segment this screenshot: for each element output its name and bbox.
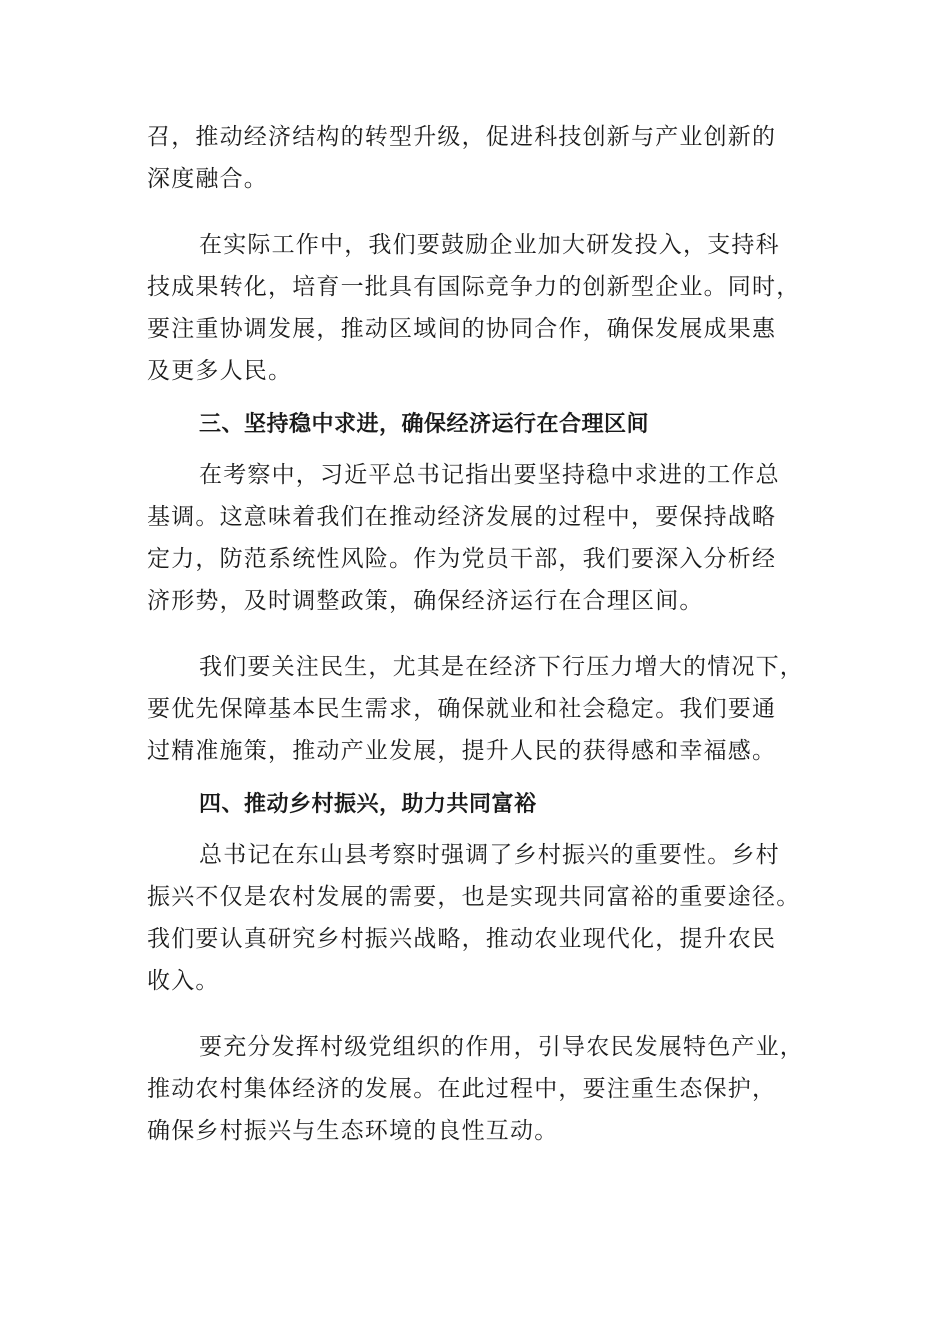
text-line: 总书记在东山县考察时强调了乡村振兴的重要性。乡村 <box>199 842 780 868</box>
text-line: 基调。这意味着我们在推动经济发展的过程中，要保持战略 <box>147 504 777 530</box>
text-line: 我们要关注民生，尤其是在经济下行压力增大的情况下， <box>199 654 804 680</box>
text-line: 确保乡村振兴与生态环境的良性互动。 <box>147 1118 559 1144</box>
section-heading: 四、推动乡村振兴，助力共同富裕 <box>199 792 537 817</box>
text-line: 要充分发挥村级党组织的作用，引导农民发展特色产业， <box>199 1034 804 1060</box>
text-line: 要注重协调发展，推动区域间的协同合作，确保发展成果惠 <box>147 316 777 342</box>
text-line: 及更多人民。 <box>147 358 293 384</box>
text-line: 在考察中，习近平总书记指出要坚持稳中求进的工作总 <box>199 462 780 488</box>
section-heading: 三、坚持稳中求进，确保经济运行在合理区间 <box>199 412 650 437</box>
text-line: 技成果转化，培育一批具有国际竞争力的创新型企业。同时， <box>147 274 801 300</box>
text-line: 振兴不仅是农村发展的需要，也是实现共同富裕的重要途径。 <box>147 884 801 910</box>
text-line: 过精准施策，推动产业发展，提升人民的获得感和幸福感。 <box>147 738 777 764</box>
text-line: 在实际工作中，我们要鼓励企业加大研发投入，支持科 <box>199 232 780 258</box>
text-line: 收入。 <box>147 968 220 994</box>
text-line: 深度融合。 <box>147 166 268 192</box>
text-line: 济形势，及时调整政策，确保经济运行在合理区间。 <box>147 588 704 614</box>
text-line: 召，推动经济结构的转型升级，促进科技创新与产业创新的 <box>147 124 777 150</box>
text-line: 定力，防范系统性风险。作为党员干部，我们要深入分析经 <box>147 546 777 572</box>
text-line: 我们要认真研究乡村振兴战略，推动农业现代化，提升农民 <box>147 926 777 952</box>
text-line: 推动农村集体经济的发展。在此过程中，要注重生态保护， <box>147 1076 777 1102</box>
text-line: 要优先保障基本民生需求，确保就业和社会稳定。我们要通 <box>147 696 777 722</box>
